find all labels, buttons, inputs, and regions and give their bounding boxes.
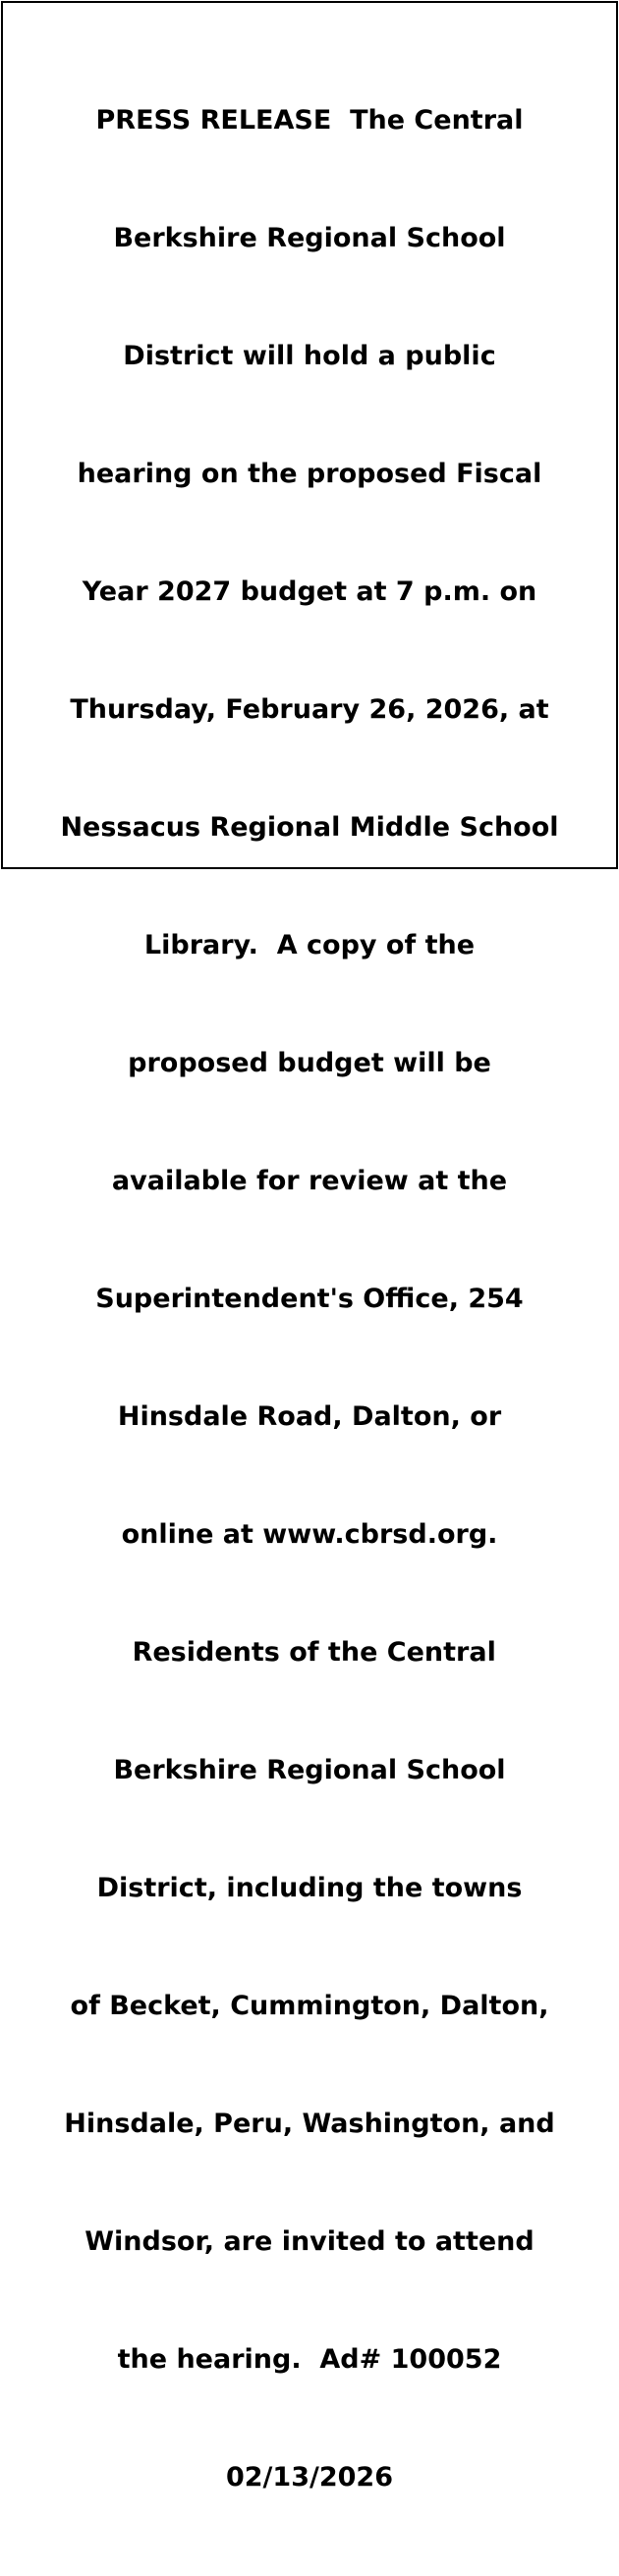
ad-line-6: Thursday, February 26, 2026, at (70, 694, 549, 725)
ad-line-15: Berkshire Regional School (113, 1755, 506, 1785)
ad-line-11: Superintendent's Office, 254 (95, 1284, 524, 1314)
ad-line-20-ad-number: the hearing. Ad# 100052 (117, 2344, 502, 2375)
ad-line-8: Library. A copy of the (143, 930, 476, 960)
ad-line-19: Windsor, are invited to attend (84, 2226, 535, 2257)
ad-line-7: Nessacus Regional Middle School (60, 812, 559, 843)
ad-line-9: proposed budget will be (128, 1048, 491, 1078)
ad-line-18: Hinsdale, Peru, Washington, and (64, 2109, 555, 2139)
ad-line-5: Year 2027 budget at 7 p.m. on (82, 576, 537, 607)
ad-line-12: Hinsdale Road, Dalton, or (117, 1401, 502, 1432)
press-release-text (3, 23, 616, 2576)
press-release-ad (1, 1, 618, 2493)
ad-line-2: Berkshire Regional School (113, 223, 506, 253)
ad-line-10: available for review at the (111, 1166, 508, 1196)
ad-line-3: District will hold a public (123, 341, 496, 371)
ad-line-1: PRESS RELEASE The Central (95, 105, 524, 136)
ad-line-21-date: 02/13/2026 (225, 2462, 393, 2493)
ad-line-17: of Becket, Cummington, Dalton, (70, 1991, 549, 2021)
ad-line-4: hearing on the proposed Fiscal (77, 459, 542, 489)
ad-line-16: District, including the towns (96, 1873, 523, 1903)
ad-line-14: Residents of the Central (123, 1637, 496, 1668)
ad-line-13-website: online at www.cbrsd.org. (121, 1519, 498, 1550)
